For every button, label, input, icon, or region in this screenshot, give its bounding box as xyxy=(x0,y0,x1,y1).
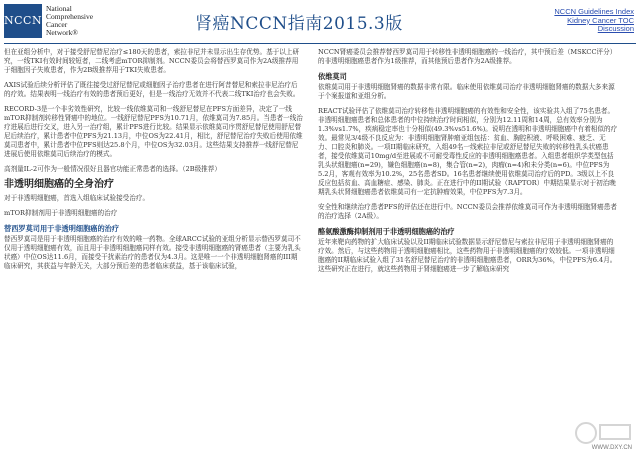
paragraph: AXIS试验后续分析评估了既往接受过舒尼替尼或细胞因子治疗患者在进行阿昔替尼和索拉非尼治疗后的疗效。结果表明一线治疗有效的患者预后更好，但是一线治疗无效并不代表二线TKI治疗也会失败。 xyxy=(4,81,300,98)
paragraph: 安全性和继续治疗患者PFS的评估还在进行中。NCCN委员会推荐依维莫司可作为非透明细胞肾癌患者的治疗选择（2A级）。 xyxy=(318,203,617,220)
section-heading: 非透明细胞癌的全身治疗 xyxy=(4,179,114,190)
logo-line: Cancer xyxy=(46,20,68,29)
right-column xyxy=(318,48,618,280)
paragraph: NCCN肾癌委员会推荐替西罗莫司用于转移性非透明细胞癌的一线治疗，其中预后差（MSKCC评分）的非透明细胞癌患者作为1级推荐，而其他预后患者作为2A级推荐。 xyxy=(318,48,617,65)
paragraph: REACT试验评估了依维莫司治疗转移性非透明细胞癌的有效性和安全性，该实验共入组了75名患者。非透明细胞癌患者和总体患者的中位持续治疗时间相似，分别为12.11周和14周，总有效率分别为1.3%vs1.7%，疾病稳定率也十分相似(49.3%vs51.6%)。说明在透明和非透明细胞癌中有着相似的疗效。最常见3/4级不良反应为：非透明细胞肾肿瘤亚组包括：贫血、胸腔积液、呼吸困难、疲乏、无力、口腔炎和肺炎。一项II期临床研究，入组49名一线索拉非尼或舒尼替尼失败的转移性乳头状癌患者，接受依维莫司10mg/d至进展或不可耐受毒性反应的非透明细胞癌患者。入组患者组织学类型包括乳头状细胞癌(n=29)，嫌色细胞癌(n=8)，集合管(n=2)，肉瘤(n=4)和未分类(n=6)。中位PFS为5.2月，客观有效率为10.2%，25名患者SD。16名患者继续使用依维莫司治疗后的PD。3级以上不良反应包括贫血、高血糖症、感染、肺炎。正在进行中的II期试验（RAPTOR）中期结果显示对于初治晚期乳头状肾细胞癌患者依维莫司有一定抗肿瘤效果，中位PFS为7.3月。 xyxy=(318,107,618,196)
left-column xyxy=(4,48,304,277)
nccn-logo[interactable] xyxy=(4,4,124,38)
subsection-heading: 依维莫司 xyxy=(318,72,347,81)
guideline-links xyxy=(554,8,634,34)
document-title: 肾癌NCCN指南2015.3版 xyxy=(195,14,403,34)
subsection-heading: 酪氨酸激酶抑制剂用于非透明细胞癌的治疗 xyxy=(318,227,455,236)
logo-line: Comprehensive xyxy=(46,12,94,21)
header-divider xyxy=(4,43,636,44)
nccn-logo-box: NCCN xyxy=(4,4,42,38)
watermark-url: WWW.DXY.CN xyxy=(591,445,632,451)
guidelines-index-link[interactable]: NCCN Guidelines Index xyxy=(554,7,634,16)
page-header xyxy=(0,0,640,42)
paragraph: mTOR抑制剂用于非透明细胞癌的治疗 xyxy=(4,209,118,217)
subsection-heading: 替西罗莫司用于非透明细胞癌的治疗 xyxy=(4,224,120,233)
kidney-cancer-toc-link[interactable]: Kidney Cancer TOC xyxy=(567,15,634,25)
nccn-logo-wordmark xyxy=(46,5,93,37)
paragraph: 但在亚组分析中，对于接受舒尼替尼治疗≤180天的患者，索拉非尼并未显示出生存优势。基于以上研究，一线TKI有效时间较短者，二线考虑mTOR抑制剂。NCCN委员会将替西罗莫司作为2A级推荐用于细胞因子失败患者，作为2B级推荐用于TKI失败患者。 xyxy=(4,48,300,74)
paragraph: 替西罗莫司是用于非透明细胞癌的治疗有效的唯一药物。全球ARCC试验的亚组分析显示替西罗莫司不仅用于透明细胞癌有效，而且用于非透明细胞癌同样有效。接受非透明细胞癌的肾癌患者（主要为乳头状癌）中位OS达11.6月，而接受干扰素治疗的患者仅为4.3月。这是唯一一个非透明细胞肾癌的III期临床研究，其获益与年龄无关，大部分预后差的患者临床获益，基于该临床试验， xyxy=(4,235,301,270)
paragraph: 依维莫司用于非透明细胞肾癌的数据非常有限。临床使用依维莫司治疗非透明细胞肾癌的数据大多来源于个案报道和亚组分析。 xyxy=(318,83,615,100)
paragraph: 高剂量IL-2可作为一般情况很好且器官功能正常患者的选择。（2B级推荐） xyxy=(4,165,221,173)
paragraph: 对于非透明细胞癌，首选入组临床试验接受治疗。 xyxy=(4,194,150,202)
paragraph: 近年来靶向药物的扩大临床试验以及II期临床试验数据显示舒尼替尼与索拉非尼用于非透明细胞肾癌的疗效。然后，与这些药物用于透明细胞癌相比，这些药物用于非透明细胞癌的疗效较低。一项非透明细胞癌的II期临床试验入组了31名舒尼替尼治疗的非透明细胞癌患者，ORR为36%，中位PFS为6.4月。这些研究正在进行，就这些药物用于肾细胞癌进一步了解临床研究 xyxy=(318,238,617,273)
logo-line: Network® xyxy=(46,28,78,37)
paragraph: RECORD-3是一个非劣效性研究，比较一线依维莫司和一线舒尼替尼在PFS方面差异，决定了一线mTOR抑制剂转移性肾癌中的地位。一线舒尼替尼PFS为10.71月，依维莫司为7.85月。当患者一线治疗进展后进行交叉，进入另一治疗组，累计PFS进行比较。结果显示依维莫司序贯舒尼替尼使用舒尼替尼后续治疗，累计患者中位PFS为21.13月，中位OS为22.41月，相比，舒尼替尼治疗失败后使用依维莫司患者中，累计患者中位PFS则达25.8个月，中位OS为32.03月。这些结果支持推荐一线舒尼替尼进展后使用依维莫司后续治疗的模式。 xyxy=(4,105,303,158)
logo-line: National xyxy=(46,4,72,13)
discussion-link[interactable]: Discussion xyxy=(597,24,634,33)
